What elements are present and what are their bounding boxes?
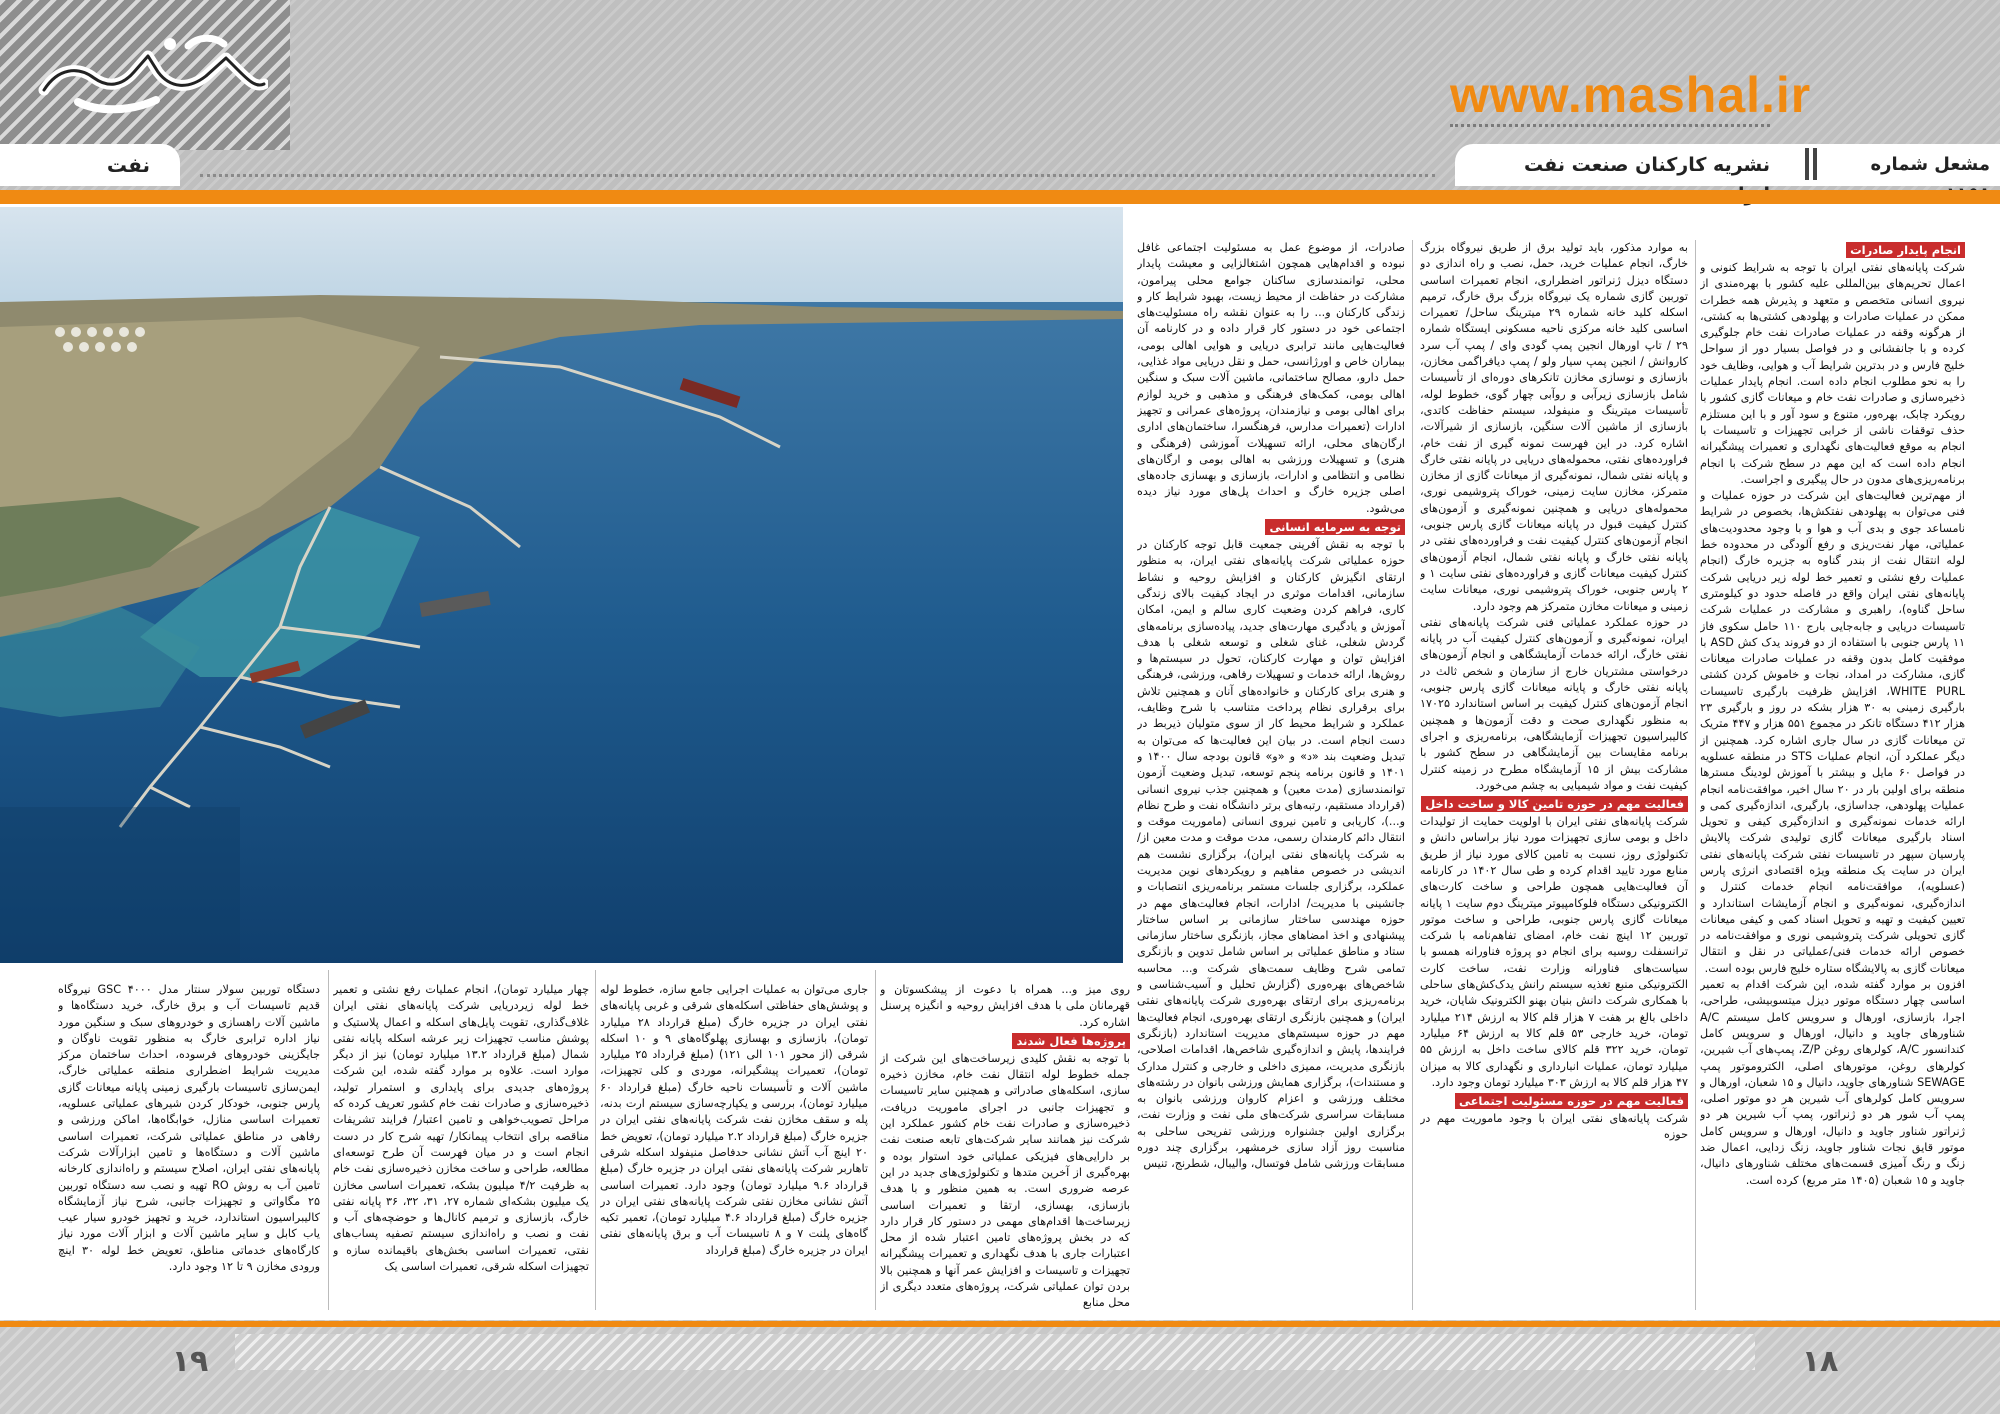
column-rule xyxy=(595,970,596,1310)
publication-name: نشریه کارکنان صنعت نفت xyxy=(1524,154,1770,176)
page-number-left: ۱۹ xyxy=(171,1344,209,1379)
url-underline xyxy=(1450,124,1770,127)
paragraph: جاری می‌توان به عملیات اجرایی جامع سازه، خطوط لوله و پوشش‌های حفاظتی اسکله‌های شرقی و غربی پایانه‌های نفتی ایران در جزیره خارگ (مبلغ قرارداد ۲۸ میلیارد تومان)، بازسازی و بهسازی پهلوگاه‌های ۹ و ۱۰ اسکله شرقی (از محور ۱۰۱ الی ۱۲۱) (مبلغ قرارداد ۲۵ میلیارد تومان)، تعمیرات پیشگیرانه، موردی و کلی تجهیزات، ماشین آلات و تأسیسات ناحیه خارگ (مبلغ قرارداد ۶۰ میلیارد تومان)، بررسی و یکپارچه‌سازی سیستم ارت بدنه، پله و سقف مخازن نفت شرکت پایانه‌های نفتی ایران در جزیره خارگ (مبلغ قرارداد ۲.۲ میلیارد تومان)، تعویض خط ۲۰ اینچ آب آتش نشانی حدفاصل منیفولد اسکله شرقی تاهاربر شرکت پایانه‌های نفتی ایران در جزیره خارگ (مبلغ قرارداد ۹.۶ میلیارد تومان) وجود دارد. تعمیرات اساسی آتش نشانی مخازن نفتی شرکت پایانه‌های نفتی ایران در جزیره خارگ (مبلغ قرارداد ۴.۶ میلیارد تومان)، تعمیر تکیه گاه‌های پلنت ۷ و ۸ تاسیسات آب و برق پایانه‌های نفتی ایران در جزیره خارگ (مبلغ قرارداد xyxy=(600,983,868,1257)
accent-band xyxy=(0,190,2000,204)
issue-number: مشعل شماره xyxy=(1870,154,1990,175)
mashal-logo xyxy=(38,28,268,118)
paragraph: شرکت پایانه‌های نفتی ایران با وجود ماموریت مهم در حوزه xyxy=(1420,1112,1688,1142)
heading-human-capital: توجه به سرمایه انسانی xyxy=(1265,519,1405,535)
paragraph: صادرات، از موضوع عمل به مسئولیت اجتماعی غافل نبوده و اقدام‌هایی همچون اشتغالزایی و معیشت پایدار محلی، توانمندسازی ساکنان جوامع محلی پیرامون، مشارکت در حفاظت از محیط زیست، بهبود شرایط کار و زندگی کارکنان و... را به عنوان نقشه راه مسئولیت‌های اجتماعی خود در دستور کار قرار داده و در کارنامه آن فعالیت‌هایی مانند ترابری دریایی و هوایی اهالی بومی، بیماران خاص و اورژانسی، حمل و نقل دریایی مواد غذایی، حمل دارو، مصالح ساختمانی، ماشین آلات سبک و سنگین اهالی بومی، کمک‌های فرهنگی و مذهبی و خرید لوازم برای اهالی بومی و نیازمندان، پروژه‌های عمرانی و تجهیز ادارات (تعمیرات مدارس، فرهنگسرا، ساختمان‌های اداری ارگان‌های محلی، ارائه تسهیلات آموزشی (فرهنگی و هنری) و تسهیلات ورزشی به اهالی بومی و ارگان‌های نظامی و انتظامی و ادارات، بازسازی و بهسازی جاده‌های اصلی جزیره خارگ و احداث پل‌های مورد نیاز دیده می‌شود. xyxy=(1137,241,1405,515)
heading-procurement: فعالیت مهم در حوزه تامین کالا و ساخت داخل xyxy=(1421,796,1688,812)
footer-hatch-strip xyxy=(235,1334,1755,1370)
paragraph: به موارد مذکور، باید تولید برق از طریق نیروگاه بزرگ خارگ، انجام عملیات خرید، حمل، نصب و راه اندازی دو دستگاه دیزل ژنراتور اضطراری، انجام تعمیرات اساسی توربین گازی شماره یک نیروگاه بزرگ برق خارگ، ترمیم اسکله کلید خانه شماره ۲۹ میترینگ ساحل/ تعمیرات اساسی کلید خانه مرکزی ناحیه مسکونی ایستگاه شماره ۲۹ / تاپ اورهال انجین پمپ گودی وای / پمپ آب سرد کاروانش / انجین پمپ سیار ولو / پمپ دیافراگمی مخازن، بازسازی و نوسازی مخازن تانکرهای دوره‌ای از تأسیسات شامل بازسازی زیرآبی و روآبی چهار گوی، خطوط لوله، تأسیسات میترینگ و منیفولد، سیستم حفاظت کاتدی، بازسازی از ماشین آلات سنگین، بازسازی از شیرآلات، اشاره کرد. در این فهرست نمونه گیری از نفت خام، فراورده‌های نفتی، محموله‌های دریایی در پایانه نفتی خارگ و پایانه نفتی شمال، نمونه‌گیری از میعانات گازی از مخازن متمرکز، مخازن سایت زمینی، خوراک پتروشیمی نوری، محموله‌های دریایی و همچنین نمونه‌گیری و آزمون‌های کنترل کیفیت قبول در پایانه میعانات گازی پارس جنوبی، انجام آزمون‌های کنترل کیفیت نفت و فراورده‌های نفتی در پایانه نفتی خارگ و پایانه نفتی شمال، انجام آزمون‌های کنترل کیفیت میعانات گازی و فراورده‌های نفتی سایت ۱ و ۲ پارس جنوبی، خوراک پتروشیمی نوری، میعانات سایت زمینی و میعانات مخازن متمرکز هم وجود دارد. xyxy=(1420,241,1688,613)
header-dotted-rule xyxy=(200,174,1435,177)
article-column-4 xyxy=(880,982,1130,1315)
heading-social-responsibility: فعالیت مهم در حوزه مسئولیت اجتماعی xyxy=(1455,1093,1688,1109)
paragraph: با توجه به نقش کلیدی زیرساخت‌های این شرکت از جمله خطوط لوله انتقال نفت خام، مخازن ذخیره سازی، اسکله‌های صادراتی و همچنین سایر تاسیسات و تجهیزات جانبی در اجرای ماموریت دریافت، ذخیره‌سازی و صادرات نفت خام کشور عملکرد این شرکت نیز همانند سایر شرکت‌های تابعه صنعت نفت بر دارایی‌های فیزیکی عملیاتی خود استوار بوده و بهره‌گیری از آخرین متدها و تکنولوژی‌های جدید در این عرصه ضروری است. به همین منظور و با هدف بازسازی، بهسازی، ارتقا و تعمیرات اساسی زیرساخت‌ها اقدام‌های مهمی در دستور کار قرار دارد که در بخش پروژه‌های تامین اعتبار شده از محل اعتبارات جاری با هدف نگهداری و تعمیرات پیشگیرانه تجهیزات و تاسیسات و افزایش عمر آنها و همچنین بالا بردن توان عملیاتی شرکت، پروژه‌های متعدد دیگری از محل منابع xyxy=(880,1051,1130,1310)
heading-sustainable-export: انجام پایدار صادرات xyxy=(1846,242,1965,258)
article-column-2 xyxy=(1420,240,1688,1315)
footer-accent-line xyxy=(0,1321,2000,1327)
paragraph: دستگاه توربین سولار سنتار مدل GSC ۴۰۰۰ نیروگاه قدیم تاسیسات آب و برق خارگ، خرید دستگاه‌ها و ماشین آلات راهسازی و خودروهای سبک و سنگین مورد نیاز اداره ترابری خارگ به منظور تقویت ناوگان و جایگزینی خودروهای فرسوده، احداث ساختمان مرکز مدیریت شرایط اضطراری منطقه عملیاتی خارگ، ایمن‌سازی تاسیسات بارگیری زمینی پایانه میعانات گازی پارس جنوبی، خودکار کردن شیرهای عملیاتی عسلویه، تعمیرات اساسی منازل، خوابگاه‌ها، اماکن ورزشی و رفاهی در مناطق عملیاتی شرکت، تعمیرات اساسی ماشین آلات و دستگاه‌ها و تامین ابزارآلات شرکت پایانه‌های نفتی ایران، اصلاح سیستم و راه‌اندازی کارخانه تامین آب به روش RO تهیه و نصب سه دستگاه توربین ۲۵ مگاواتی و تجهیزات جانبی، شرح نیاز آزمایشگاه کالیبراسیون استاندارد، خرید و تجهیز خودرو سیار عیب یاب کابل و سایر ماشین آلات و ابزار آلات مورد نیاز کارگاه‌های خدماتی مناطق، تعویض خط لوله ۳۰ اینچ ورودی مخازن ۹ تا ۱۲ وجود دارد. xyxy=(58,983,320,1274)
paragraph: چهار میلیارد تومان)، انجام عملیات رفع نشتی و تعمیر خط لوله زیردریایی شرکت پایانه‌های نفتی ایران غلاف‌گذاری، تقویت پایل‌های اسکله و اعمال پلاستیک و پوشش مناسب تجهیزات زیر عرشه اسکله پایانه نفتی شمال (مبلغ قرارداد ۱۳.۲ میلیارد تومان) نیز از دیگر موارد است. علاوه بر موارد گفته شده، این شرکت پروژه‌های جدیدی برای پایداری و استمرار تولید، ذخیره‌سازی و صادرات نفت خام کشور تعریف کرده که مراحل تصویب‌خواهی و تامین اعتبار/ فرایند تشریفات مناقصه برای انتخاب پیمانکار/ تهیه شرح کار در دست انجام است و در میان فهرست آن طرح توسعه‌ای مطالعه، طراحی و ساخت مخازن ذخیره‌سازی نفت خام به ظرفیت ۴/۲ میلیون بشکه، تعمیرات اساسی مخازن یک میلیون بشکه‌ای شماره ۲۷، ۳۱، ۳۲، ۳۶ پایانه نفتی خارگ، بازسازی و ترمیم کانال‌ها و حوضچه‌های آب و نفت و نصب و راه‌اندازی سیستم تصفیه پساب‌های نفتی، تعمیرات اساسی بخش‌های باقیمانده سازه و تجهیزات اسکله شرقی، تعمیرات اساسی یک xyxy=(333,983,589,1274)
header-separator xyxy=(1813,148,1817,180)
heading-active-projects: پروژه‌ها فعال شدند xyxy=(1012,1033,1130,1049)
article-column-3 xyxy=(1137,240,1405,1315)
column-rule xyxy=(328,970,329,1310)
column-rule xyxy=(1412,240,1413,1310)
article-column-6 xyxy=(333,982,589,1315)
paragraph: در حوزه عملکرد عملیاتی فنی شرکت پایانه‌های نفتی ایران، نمونه‌گیری و آزمون‌های کنترل کیفیت آب در پایانه نفتی خارگ، ارائه خدمات آزمایشگاهی و انجام آزمون‌های درخواستی مشتریان خارج از سازمان و شخص ثالث در پایانه نفتی خارگ و پایانه میعانات گازی پارس جنوبی، انجام آزمون‌های کنترل کیفیت بر اساس استاندارد ۱۷۰۲۵ به منظور نگهداری صحت و دقت آزمون‌ها و همچنین کالیبراسیون تجهیزات آزمایشگاهی، برنامه‌ریزی و اجرای برنامه مقایسات بین آزمایشگاهی در سطح کشور با مشارکت بیش از ۱۵ آزمایشگاه مطرح در زمینه کنترل کیفیت نفت و مواد شیمیایی به چشم می‌خورد. xyxy=(1420,615,1688,792)
header-separator xyxy=(1805,148,1809,180)
column-rule xyxy=(1695,240,1696,1310)
column-rule xyxy=(875,970,876,1310)
paragraph: با توجه به نقش آفرینی جمعیت قابل توجه کارکنان در حوزه عملیاتی شرکت پایانه‌های نفتی ایران، به منظور ارتقای انگیزش کارکنان و افزایش روحیه و نشاط سازمانی، اقدامات موثری در ایجاد کیفیت بالای زندگی کاری، فراهم کردن وضعیت کاری سالم و ایمن، امکان آموزش و یادگیری مهارت‌های جدید، پیاده‌سازی برنامه‌های گردش شغلی، غنای شغلی و توسعه شغلی با هدف افزایش توان و مهارت کارکنان، تحول در سیستم‌ها و روش‌ها، ارائه خدمات و تسهیلات رفاهی، ورزشی، فرهنگی و هنری برای کارکنان و خانواده‌های آنان و همچنین تلاش برای برقراری نظام پرداخت متناسب با شرح وظایف، عملکرد و شرایط محیط کار از سوی متولیان ذیربط در دست انجام است. در بیان این فعالیت‌ها که می‌توان به تبدیل وضعیت بند «د» و «و» قانون بودجه سال ۱۴۰۰ و ۱۴۰۱ و قانون برنامه پنجم توسعه، تبدیل وضعیت آزمون توانمندسازی (مدت معین) و همچنین جذب نیروی انسانی (قرارداد مستقیم، رتبه‌های برتر دانشگاه نفت و طرح نظام و...)، کاریابی و تامین نیروی انسانی (ماموریت موقت و انتقال دائم کارمندان رسمی، مدت موقت و مدت معین از/به شرکت پایانه‌های نفتی ایران)، برگزاری نشست هم اندیشی در خصوص مفاهیم و رویکردهای نوین مدیریت عملکرد، برگزاری جلسات مستمر برنامه‌ریزی انتصابات و جانشینی با مدیریت/ ادارات، انجام فعالیت‌های مهم در حوزه مهندسی ساختار سازمانی بر اساس ساختار پیشنهادی و اخذ امضاهای مجاز، بازنگری ساختار سازمانی ستاد و مناطق عملیاتی بر اساس شامل تدوین و بازنگری تمامی شرح وظایف سمت‌های شرکت و... محاسبه شاخص‌های بهره‌وری (گزارش تحلیل و آسیب‌شناسی و برنامه‌ریزی برای ارتقای بهره‌وری شرکت پایانه‌های نفتی ایران) و همچنین بازنگری ارتقای بهره‌وری، انجام فعالیت‌ها مهم در حوزه سیستم‌های مدیریت استاندارد (بازنگری فرایندها، پایش و اندازه‌گیری شاخص‌ها، اقدامات اصلاحی، بازنگری مدیریت، ممیزی داخلی و خارجی و کنترل مدارک و مستندات)، برگزاری همایش ورزشی بانوان در رشته‌های مختلف ورزشی و اعزام کاروان ورزشی بانوان به مسابقات سراسری شرکت‌های ملی نفت و وزارت نفت، برگزاری اولین جشنواره ورزشی تفریحی ساحلی به مناسبت روز آزاد سازی خرمشهر، برگزاری چند دوره مسابقات ورزشی شامل فوتسال، والیبال، شطرنج، تنیس xyxy=(1137,538,1405,1171)
paragraph: روی میز و... همراه با دعوت از پیشکسوتان و قهرمانان ملی با هدف افزایش روحیه و انگیزه پرسنل اشاره کرد. xyxy=(880,983,1130,1029)
paragraph: افزون بر موارد گفته شده، این شرکت اقدام به تعمیر اساسی چهار دستگاه موتور دیزل میتسوبیشی، طراحی، اجرا، بازسازی، اورهال و سرویس کامل سیستم A/C شناورهای جاوید و دانیال، اورهال و سرویس کامل کندانسور A/C، کولرهای روغن Z/P، پمپ‌های آب شیرین، کولرهای روغن، موتورهای اصلی، الکتروموتور پمپ SEWAGE شناورهای جاوید، دانیال و ۱۵ شعبان، اورهال و سرویس کامل کولرهای آب شیرین هر دو موتور اصلی، پمپ آب شور هر دو ژنراتور، پمپ آب شیرین هر دو ژنراتور شناور جاوید و دانیال، اورهال و سرویس کامل موتور قایق نجات شناور جاوید، زنگ زدایی، اعمال ضد زنگ و رنگ آمیزی قسمت‌های مختلف شناورهای دانیال، جاوید و ۱۵ شعبان (۱۴۰۵ متر مربع) کرده است. xyxy=(1700,978,1965,1187)
paragraph: شرکت پایانه‌های نفتی ایران با اولویت حمایت از تولیدات داخل و بومی سازی تجهیزات مورد نیاز براساس دانش و تکنولوژی روز، نسبت به تامین کالای مورد نیاز از طریق منابع مورد تایید اقدام کرده و طی سال ۱۴۰۲ در کارنامه آن فعالیت‌هایی همچون طراحی و ساخت کارت‌های الکترونیکی دستگاه فلوکامپیوتر میترینگ دوم سایت ۱ پایانه میعانات گازی پارس جنوبی، طراحی و ساخت موتور توربین ۱۲ اینچ نفت خام، امضای تفاهم‌نامه با شرکت ترانسفلت روسیه برای انجام دو پروژه فناورانه همسو با سیاست‌های فناورانه وزارت نفت، ساخت کارت الکترونیکی منبع تغذیه سیستم رانش یدک‌کش‌های ساحلی با همکاری شرکت دانش بنیان بهنو الکترونیک شایان، خرید داخلی بالغ بر هفت ۷ هزار قلم کالا به ارزش ۲۱۴ میلیارد تومان، خرید خارجی ۵۳ قلم کالا به ارزش ۶۴ میلیارد تومان، خرید ۳۲۲ قلم کالای ساخت داخل به ارزش ۵۵ میلیارد تومان، عملیات انبارداری و نگهداری کالا به میزان ۴۷ هزار قلم کالا به ارزش ۳۰۳ میلیارد تومان وجود دارد. xyxy=(1420,815,1688,1089)
aerial-port-photo xyxy=(0,207,1123,963)
paragraph: از مهم‌ترین فعالیت‌های این شرکت در حوزه عملیات و فنی می‌توان به پهلودهی نفتکش‌ها، بخصوص در شرایط نامساعد جوی و بدی آب و هوا و با وجود محدودیت‌های عملیاتی، مهار نفت‌ریزی و رفع آلودگی در محدوده خط لوله انتقال نفت از بندر گناوه به جزیره خارگ (انجام عملیات رفع نشتی و تعمیر خط لوله زیر دریایی شرکت پایانه‌های نفتی ایران واقع در فاصله حدود دو کیلومتری ساحل گناوه)، راهبری و مشارکت در عملیات شرکت تاسیسات دریایی و جابه‌جایی بارج ۱۱۰ حامل سکوی فاز ۱۱ پارس جنوبی با استفاده از دو فروند یدک کش ASD با موفقیت کامل بدون وقفه در عملیات صادرات میعانات گازی، مشارکت در امداد، نجات و خاموش کردن کشتی WHITE PURL، افزایش ظرفیت بارگیری تاسیسات بارگیری زمینی به ۳۰ هزار بشکه در روز و بارگیری ۲۳ هزار ۴۱۲ دستگاه تانکر در مجموع ۵۵۱ هزار و ۴۴۷ متریک تن میعانات گازی در سال جاری اشاره کرد. همچنین از دیگر عملکرد آن، انجام عملیات STS در منطقه عسلویه در فواصل ۶۰ مایل و بیشتر با آموزش لودینگ مستر‌ها منطقه برای اولین بار در ۲۰ سال اخیر، موافقت‌نامه انجام عملیات پهلودهی، جداسازی، بارگیری، اندازه‌گیری کمی و ارائه خدمات نمونه‌گیری و اندازه‌گیری کیفی و تحویل اسناد بارگیری میعانات گازی تولیدی شرکت پالایش پارسیان سپهر در تاسیسات نفتی شرکت پایانه‌های نفتی ایران در سایت یک منطقه ویژه اقتصادی انرژی پارس (عسلویه)، موافقت‌نامه انجام خدمات کنترل و اندازه‌گیری، نمونه‌گیری و انجام آزمایشات استاندارد و تعیین کیفیت و تهیه و تحویل اسناد کمی و کیفی میعانات گازی تحویلی شرکت پتروشیمی نوری و موافقت‌نامه در خصوص ارائه خدمات فنی/عملیاتی در نقل و انتقال میعانات گازی به پالایشگاه ستاره خلیج فارس بوده است. xyxy=(1700,489,1965,975)
article-column-1 xyxy=(1700,240,1965,1315)
website-url[interactable]: www.mashal.ir xyxy=(1450,67,1812,123)
section-label: نفت xyxy=(106,153,150,177)
article-column-5 xyxy=(600,982,868,1315)
paragraph: شرکت پایانه‌های نفتی ایران با توجه به شرایط کنونی و اعمال تحریم‌های بین‌المللی علیه کشور با بهره‌مندی از نیروی انسانی متخصص و متعهد و پذیرش همه خطرات ممکن در عملیات صادرات و پهلودهی کشتی‌ها به کشتی، از هرگونه وقفه در عملیات صادرات نفت خام جلوگیری کرده و با جانفشانی و در فواصل بسیار دور از سواحل خلیج فارس و در بدترین شرایط آب و هوایی، وظایف خود را به نحو مطلوب انجام داده است. انجام پایدار عملیات ذخیره‌سازی و صادرات نفت خام و میعانات گازی کشور با رویکرد چابک، بهره‌ور، متنوع و سود آور و با این مستلزم حذف توقفات ناشی از خرابی تجهیزات و تاسیسات با انجام به موقع فعالیت‌های نگهداری و تعمیرات پیشگیرانه انجام داده است که این مهم در سطح شرکت با انجام برنامه‌ریزی‌های مدون در حال پیگیری و اجراست. xyxy=(1700,261,1965,486)
article-column-7 xyxy=(58,982,320,1315)
page-number-right: ۱۸ xyxy=(1801,1344,1839,1379)
